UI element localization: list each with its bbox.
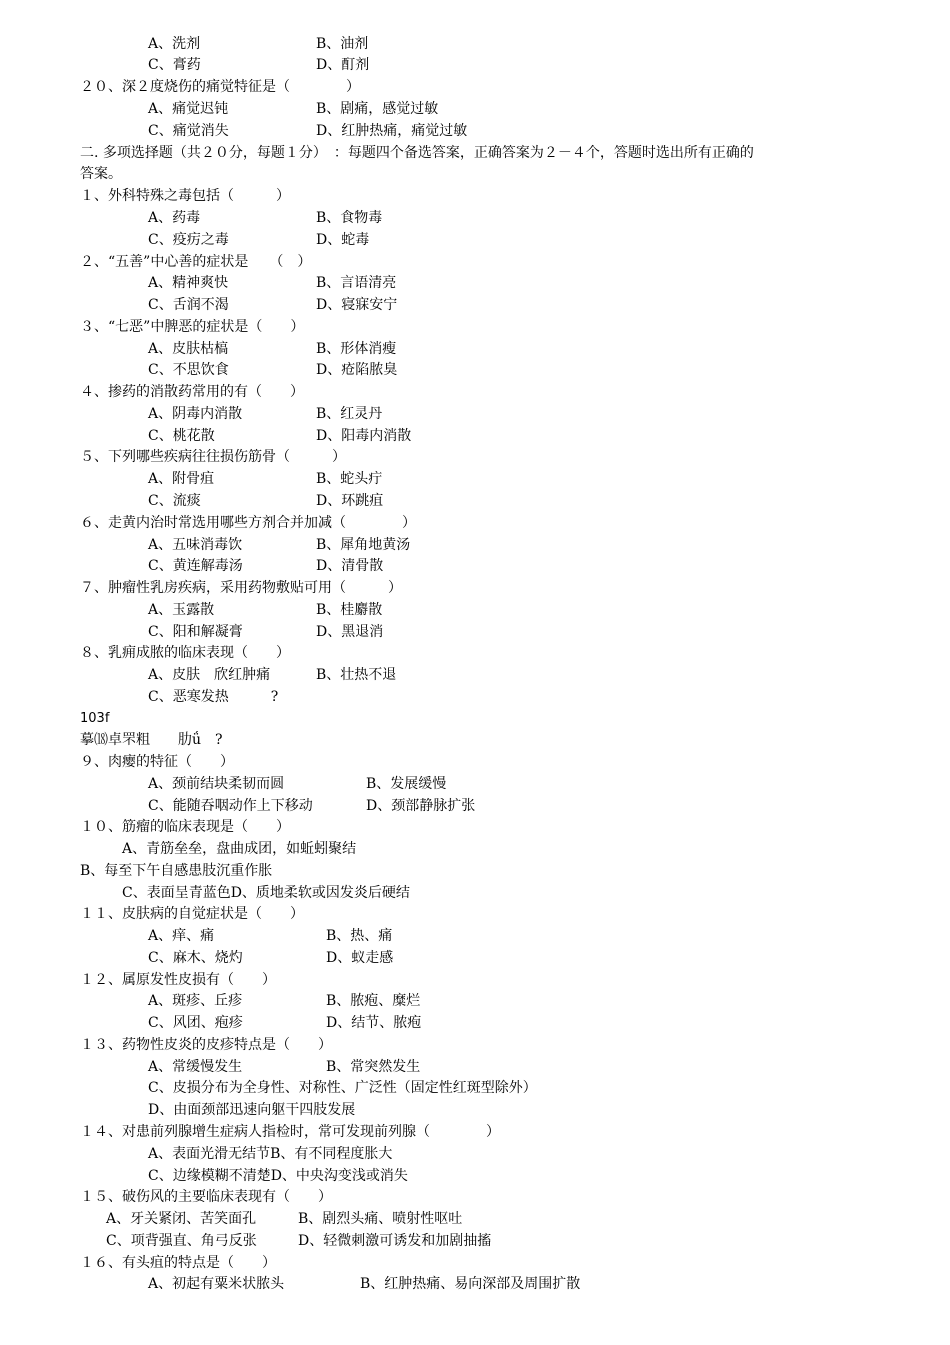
m5-question: ５、下列哪些疾病往往损伤筋骨（ ） [80,449,346,465]
m10-option-a: A、青筋垒垒，盘曲成团，如蚯蚓聚结 [122,841,357,857]
m13-option-c: C、皮损分布为全身性、对称性、广泛性（固定性红斑型除外） [148,1080,537,1096]
m15-option-a: A、牙关紧闭、苦笑面孔 [106,1211,257,1227]
m15-option-b: B、剧烈头痛、喷射性呕吐 [298,1211,463,1227]
m12-option-b: B、脓疱、糜烂 [326,993,421,1009]
m6-question: ６、走黄内治时常选用哪些方剂合并加减（ ） [80,515,416,531]
m8-option-a: A、皮肤 欣红肿痛 [148,667,271,683]
m8-question: ８、乳痈成脓的临床表现（ ） [80,645,290,661]
m9-option-d: D、颈部静脉扩张 [366,798,476,814]
q20-option-d: D、红肿热痛，痛觉过敏 [316,123,468,139]
section2-heading-cont: 答案。 [80,166,122,182]
m5-option-c: C、流痰 [148,493,201,509]
m2-question: ２、“五善”中心善的症状是 （ ） [80,254,312,270]
m3-option-c: C、不思饮食 [148,362,229,378]
m2-option-c: C、舌润不渴 [148,297,229,313]
m3-option-d: D、疮陷脓臭 [316,362,398,378]
m1-question: １、外科特殊之毒包括（ ） [80,188,290,204]
m16-question: １６、有头疽的特点是（ ） [80,1255,276,1271]
m13-option-d: D、由面颈部迅速向躯干四肢发展 [148,1102,356,1118]
m11-option-a: A、痒、痛 [148,928,215,944]
m13-option-a: A、常缓慢发生 [148,1059,243,1075]
m12-question: １２、属原发性皮损有（ ） [80,972,276,988]
q19-option-a: A、洗剂 [148,36,201,52]
m2-option-d: D、寝寐安宁 [316,297,398,313]
m14-option-cd: C、边缘模糊不清楚D、中央沟变浅或消失 [148,1168,408,1184]
m15-question: １５、破伤风的主要临床表现有（ ） [80,1189,332,1205]
m6-option-d: D、清骨散 [316,558,384,574]
m11-option-c: C、麻木、烧灼 [148,950,243,966]
m4-option-b: B、红灵丹 [316,406,383,422]
m1-option-b: B、食物毒 [316,210,383,226]
m10-question: １０、筋瘤的临床表现是（ ） [80,819,290,835]
m1-option-d: D、蛇毒 [316,232,370,248]
m6-option-b: B、犀角地黄汤 [316,537,411,553]
m13-option-b: B、常突然发生 [326,1059,421,1075]
q20-option-b: B、剧痛，感觉过敏 [316,101,439,117]
m4-option-c: C、桃花散 [148,428,215,444]
q20-option-c: C、痛觉消失 [148,123,229,139]
m5-option-b: B、蛇头疔 [316,471,383,487]
m9-option-b: B、发展缓慢 [366,776,447,792]
m8-option-c: C、恶寒发热 ? [148,689,279,705]
m11-option-d: D、蚁走感 [326,950,394,966]
m1-option-c: C、疫疠之毒 [148,232,229,248]
m13-question: １３、药物性皮炎的皮疹特点是（ ） [80,1037,332,1053]
m7-option-b: B、桂麝散 [316,602,383,618]
m14-question: １４、对患前列腺增生症病人指检时，常可发现前列腺（ ） [80,1124,500,1140]
m11-option-b: B、热、痛 [326,928,393,944]
m5-option-a: A、附骨疽 [148,471,215,487]
m5-option-d: D、环跳疽 [316,493,384,509]
m16-option-b: B、红肿热痛、易向深部及周围扩散 [360,1276,581,1292]
m15-option-c: C、项背强直、角弓反张 [106,1233,257,1249]
q20-option-a: A、痛觉迟钝 [148,101,229,117]
section2-heading: 二. 多项选择题（共２０分，每题１分） ：每题四个备选答案，正确答案为２－４个，答题时选出所有正确的 [80,145,754,161]
m6-option-c: C、黄连解毒汤 [148,558,243,574]
m2-option-a: A、精神爽快 [148,275,229,291]
m3-option-b: B、形体消瘦 [316,341,397,357]
m7-question: ７、肿瘤性乳房疾病，采用药物敷贴可用（ ） [80,580,402,596]
garbled-text-2: 摹⒅卓罘粗 肋ǘ ? [80,732,223,748]
garbled-text-1: 103f [80,711,110,726]
m9-option-a: A、颈前结块柔韧而圆 [148,776,285,792]
m1-option-a: A、药毒 [148,210,201,226]
m12-option-a: A、斑疹、丘疹 [148,993,243,1009]
m16-option-a: A、初起有粟米状脓头 [148,1276,285,1292]
q19-option-b: B、油剂 [316,36,369,52]
m10-option-b: B、每至下午自感患肢沉重作胀 [80,863,273,879]
m7-option-a: A、玉露散 [148,602,215,618]
q19-option-d: D、酊剂 [316,57,370,73]
q19-option-c: C、膏药 [148,57,201,73]
m6-option-a: A、五味消毒饮 [148,537,243,553]
m7-option-c: C、阳和解凝膏 [148,624,243,640]
m12-option-c: C、风团、疱疹 [148,1015,243,1031]
m4-option-a: A、阴毒内消散 [148,406,243,422]
q20-question: ２０、深２度烧伤的痛觉特征是（ ） [80,79,360,95]
m10-option-cd: C、表面呈青蓝色D、质地柔软或因发炎后硬结 [122,885,410,901]
m15-option-d: D、轻微刺激可诱发和加剧抽搐 [298,1233,492,1249]
m8-option-b: B、壮热不退 [316,667,397,683]
m11-question: １１、皮肤病的自觉症状是（ ） [80,906,304,922]
m9-question: ９、肉瘿的特征（ ） [80,754,234,770]
m9-option-c: C、能随吞咽动作上下移动 [148,798,313,814]
m12-option-d: D、结节、脓疱 [326,1015,422,1031]
m4-option-d: D、阳毒内消散 [316,428,412,444]
m3-option-a: A、皮肤枯槁 [148,341,229,357]
m7-option-d: D、黑退消 [316,624,384,640]
m2-option-b: B、言语清亮 [316,275,397,291]
m14-option-ab: A、表面光滑无结节B、有不同程度胀大 [148,1146,393,1162]
m3-question: ３、“七恶”中脾恶的症状是（ ） [80,319,305,335]
m4-question: ４、掺药的消散药常用的有（ ） [80,384,304,400]
